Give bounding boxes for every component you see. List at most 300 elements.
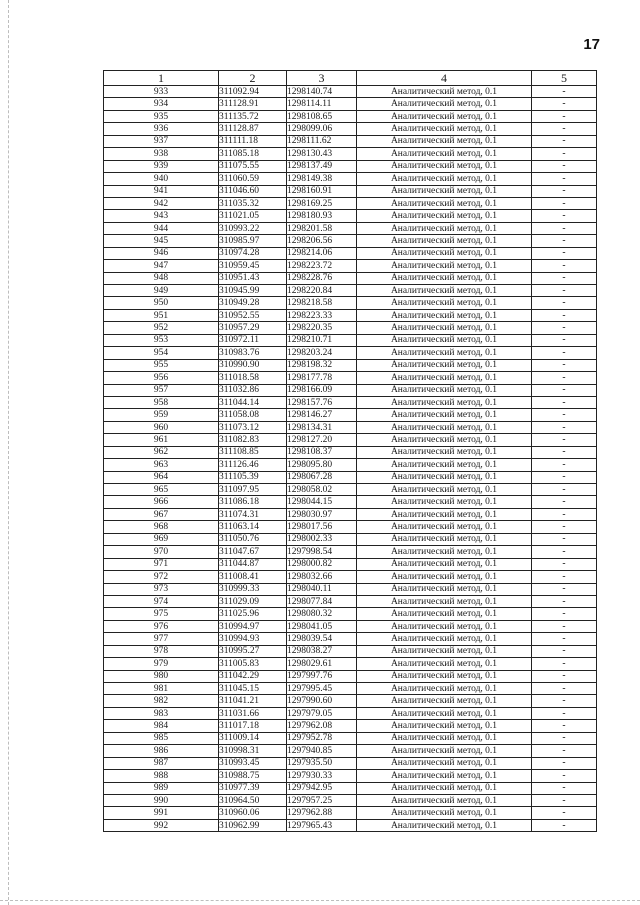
accuracy-cell: -: [532, 620, 597, 632]
accuracy-cell: -: [532, 757, 597, 769]
y-coordinate-cell: 1298146.27: [287, 409, 357, 421]
y-coordinate-cell: 1298058.02: [287, 484, 357, 496]
x-coordinate-cell: 311092.94: [219, 86, 287, 98]
point-number-cell: 974: [104, 595, 219, 607]
y-coordinate-cell: 1297995.45: [287, 683, 357, 695]
x-coordinate-cell: 310998.31: [219, 745, 287, 757]
x-coordinate-cell: 310957.29: [219, 322, 287, 334]
method-cell: Аналитический метод, 0.1: [357, 707, 532, 719]
y-coordinate-cell: 1297990.60: [287, 695, 357, 707]
table-row: [104, 496, 597, 508]
x-coordinate-cell: 311060.59: [219, 173, 287, 185]
point-number-cell: 936: [104, 123, 219, 135]
method-cell: Аналитический метод, 0.1: [357, 459, 532, 471]
x-coordinate-cell: 310952.55: [219, 309, 287, 321]
point-number-cell: 958: [104, 396, 219, 408]
y-coordinate-cell: 1297962.08: [287, 720, 357, 732]
point-number-cell: 954: [104, 347, 219, 359]
method-cell: Аналитический метод, 0.1: [357, 683, 532, 695]
accuracy-cell: -: [532, 285, 597, 297]
accuracy-cell: -: [532, 670, 597, 682]
y-coordinate-cell: 1298206.56: [287, 235, 357, 247]
y-coordinate-cell: 1298000.82: [287, 558, 357, 570]
accuracy-cell: -: [532, 334, 597, 346]
table-row: [104, 745, 597, 757]
x-coordinate-cell: 310959.45: [219, 260, 287, 272]
y-coordinate-cell: 1298198.32: [287, 359, 357, 371]
accuracy-cell: -: [532, 583, 597, 595]
y-coordinate-cell: 1298077.84: [287, 595, 357, 607]
point-number-cell: 970: [104, 546, 219, 558]
point-number-cell: 986: [104, 745, 219, 757]
x-coordinate-cell: 311082.83: [219, 434, 287, 446]
point-number-cell: 943: [104, 210, 219, 222]
accuracy-cell: -: [532, 720, 597, 732]
accuracy-cell: -: [532, 347, 597, 359]
accuracy-cell: -: [532, 633, 597, 645]
table-row: [104, 446, 597, 458]
x-coordinate-cell: 311086.18: [219, 496, 287, 508]
table-row: [104, 471, 597, 483]
accuracy-cell: -: [532, 173, 597, 185]
point-number-cell: 985: [104, 732, 219, 744]
table-body: [104, 86, 597, 832]
y-coordinate-cell: 1298041.05: [287, 620, 357, 632]
table-row: [104, 384, 597, 396]
y-coordinate-cell: 1298127.20: [287, 434, 357, 446]
point-number-cell: 969: [104, 533, 219, 545]
method-cell: Аналитический метод, 0.1: [357, 173, 532, 185]
table-row: [104, 247, 597, 259]
y-coordinate-cell: 1298002.33: [287, 533, 357, 545]
method-cell: Аналитический метод, 0.1: [357, 807, 532, 819]
accuracy-cell: -: [532, 745, 597, 757]
accuracy-cell: -: [532, 782, 597, 794]
method-cell: Аналитический метод, 0.1: [357, 434, 532, 446]
accuracy-cell: -: [532, 135, 597, 147]
table-row: [104, 334, 597, 346]
table-row: [104, 695, 597, 707]
accuracy-cell: -: [532, 309, 597, 321]
y-coordinate-cell: 1298108.37: [287, 446, 357, 458]
method-cell: Аналитический метод, 0.1: [357, 110, 532, 122]
y-coordinate-cell: 1298111.62: [287, 135, 357, 147]
x-coordinate-cell: 311097.95: [219, 484, 287, 496]
accuracy-cell: -: [532, 484, 597, 496]
method-cell: Аналитический метод, 0.1: [357, 148, 532, 160]
point-number-cell: 965: [104, 484, 219, 496]
table-row: [104, 807, 597, 819]
table-row: [104, 583, 597, 595]
method-cell: Аналитический метод, 0.1: [357, 86, 532, 98]
method-cell: Аналитический метод, 0.1: [357, 533, 532, 545]
x-coordinate-cell: 311031.66: [219, 707, 287, 719]
x-coordinate-cell: 311017.18: [219, 720, 287, 732]
header-col-3: 3: [287, 71, 357, 86]
point-number-cell: 952: [104, 322, 219, 334]
accuracy-cell: -: [532, 707, 597, 719]
y-coordinate-cell: 1297957.25: [287, 794, 357, 806]
method-cell: Аналитический метод, 0.1: [357, 645, 532, 657]
y-coordinate-cell: 1298039.54: [287, 633, 357, 645]
table-row: [104, 185, 597, 197]
header-col-1: 1: [104, 71, 219, 86]
y-coordinate-cell: 1297962.88: [287, 807, 357, 819]
method-cell: Аналитический метод, 0.1: [357, 595, 532, 607]
x-coordinate-cell: 311073.12: [219, 421, 287, 433]
y-coordinate-cell: 1298044.15: [287, 496, 357, 508]
accuracy-cell: -: [532, 571, 597, 583]
table-row: [104, 235, 597, 247]
point-number-cell: 981: [104, 683, 219, 695]
accuracy-cell: -: [532, 372, 597, 384]
table-row: [104, 98, 597, 110]
accuracy-cell: -: [532, 222, 597, 234]
point-number-cell: 934: [104, 98, 219, 110]
accuracy-cell: -: [532, 359, 597, 371]
method-cell: Аналитический метод, 0.1: [357, 620, 532, 632]
x-coordinate-cell: 310990.90: [219, 359, 287, 371]
y-coordinate-cell: 1298223.33: [287, 309, 357, 321]
y-coordinate-cell: 1298099.06: [287, 123, 357, 135]
point-number-cell: 975: [104, 608, 219, 620]
point-number-cell: 949: [104, 285, 219, 297]
x-coordinate-cell: 311008.41: [219, 571, 287, 583]
method-cell: Аналитический метод, 0.1: [357, 484, 532, 496]
table-row: [104, 571, 597, 583]
method-cell: Аналитический метод, 0.1: [357, 819, 532, 831]
method-cell: Аналитический метод, 0.1: [357, 222, 532, 234]
method-cell: Аналитический метод, 0.1: [357, 546, 532, 558]
accuracy-cell: -: [532, 683, 597, 695]
x-coordinate-cell: 310962.99: [219, 819, 287, 831]
point-number-cell: 987: [104, 757, 219, 769]
x-coordinate-cell: 310993.22: [219, 222, 287, 234]
accuracy-cell: -: [532, 185, 597, 197]
point-number-cell: 941: [104, 185, 219, 197]
table-row: [104, 459, 597, 471]
table-row: [104, 757, 597, 769]
table-row: [104, 508, 597, 520]
point-number-cell: 980: [104, 670, 219, 682]
y-coordinate-cell: 1297935.50: [287, 757, 357, 769]
accuracy-cell: -: [532, 595, 597, 607]
point-number-cell: 977: [104, 633, 219, 645]
y-coordinate-cell: 1298095.80: [287, 459, 357, 471]
y-coordinate-cell: 1297942.95: [287, 782, 357, 794]
method-cell: Аналитический метод, 0.1: [357, 396, 532, 408]
y-coordinate-cell: 1297979.05: [287, 707, 357, 719]
accuracy-cell: -: [532, 819, 597, 831]
accuracy-cell: -: [532, 658, 597, 670]
table-row: [104, 173, 597, 185]
point-number-cell: 991: [104, 807, 219, 819]
accuracy-cell: -: [532, 86, 597, 98]
table-row: [104, 210, 597, 222]
method-cell: Аналитический метод, 0.1: [357, 334, 532, 346]
table-row: [104, 533, 597, 545]
table-header-row: [104, 71, 597, 86]
accuracy-cell: -: [532, 160, 597, 172]
x-coordinate-cell: 311050.76: [219, 533, 287, 545]
method-cell: Аналитический метод, 0.1: [357, 496, 532, 508]
method-cell: Аналитический метод, 0.1: [357, 135, 532, 147]
method-cell: Аналитический метод, 0.1: [357, 608, 532, 620]
method-cell: Аналитический метод, 0.1: [357, 309, 532, 321]
table-row: [104, 135, 597, 147]
x-coordinate-cell: 311009.14: [219, 732, 287, 744]
accuracy-cell: -: [532, 260, 597, 272]
point-number-cell: 966: [104, 496, 219, 508]
method-cell: Аналитический метод, 0.1: [357, 745, 532, 757]
y-coordinate-cell: 1298169.25: [287, 197, 357, 209]
table-row: [104, 347, 597, 359]
accuracy-cell: -: [532, 434, 597, 446]
y-coordinate-cell: 1298220.35: [287, 322, 357, 334]
point-number-cell: 984: [104, 720, 219, 732]
table-row: [104, 372, 597, 384]
point-number-cell: 946: [104, 247, 219, 259]
table-row: [104, 670, 597, 682]
method-cell: Аналитический метод, 0.1: [357, 297, 532, 309]
x-coordinate-cell: 310964.50: [219, 794, 287, 806]
table-row: [104, 409, 597, 421]
accuracy-cell: -: [532, 148, 597, 160]
method-cell: Аналитический метод, 0.1: [357, 197, 532, 209]
page-number: 17: [583, 36, 600, 53]
table-row: [104, 484, 597, 496]
method-cell: Аналитический метод, 0.1: [357, 521, 532, 533]
table-row: [104, 434, 597, 446]
y-coordinate-cell: 1298228.76: [287, 272, 357, 284]
x-coordinate-cell: 311032.86: [219, 384, 287, 396]
table-row: [104, 720, 597, 732]
point-number-cell: 937: [104, 135, 219, 147]
scan-bottom-edge: [0, 900, 640, 902]
point-number-cell: 973: [104, 583, 219, 595]
point-number-cell: 989: [104, 782, 219, 794]
accuracy-cell: -: [532, 409, 597, 421]
table-row: [104, 285, 597, 297]
header-col-4: 4: [357, 71, 532, 86]
x-coordinate-cell: 311021.05: [219, 210, 287, 222]
accuracy-cell: -: [532, 272, 597, 284]
table-row: [104, 148, 597, 160]
point-number-cell: 939: [104, 160, 219, 172]
x-coordinate-cell: 310945.99: [219, 285, 287, 297]
method-cell: Аналитический метод, 0.1: [357, 235, 532, 247]
table-row: [104, 608, 597, 620]
y-coordinate-cell: 1298223.72: [287, 260, 357, 272]
x-coordinate-cell: 311029.09: [219, 595, 287, 607]
accuracy-cell: -: [532, 247, 597, 259]
accuracy-cell: -: [532, 110, 597, 122]
x-coordinate-cell: 311035.32: [219, 197, 287, 209]
x-coordinate-cell: 310983.76: [219, 347, 287, 359]
y-coordinate-cell: 1298067.28: [287, 471, 357, 483]
table-row: [104, 633, 597, 645]
method-cell: Аналитический метод, 0.1: [357, 782, 532, 794]
y-coordinate-cell: 1298029.61: [287, 658, 357, 670]
method-cell: Аналитический метод, 0.1: [357, 372, 532, 384]
table-row: [104, 546, 597, 558]
x-coordinate-cell: 311041.21: [219, 695, 287, 707]
method-cell: Аналитический метод, 0.1: [357, 720, 532, 732]
header-col-2: 2: [219, 71, 287, 86]
y-coordinate-cell: 1297952.78: [287, 732, 357, 744]
accuracy-cell: -: [532, 496, 597, 508]
point-number-cell: 951: [104, 309, 219, 321]
point-number-cell: 983: [104, 707, 219, 719]
y-coordinate-cell: 1297940.85: [287, 745, 357, 757]
accuracy-cell: -: [532, 197, 597, 209]
accuracy-cell: -: [532, 608, 597, 620]
accuracy-cell: -: [532, 98, 597, 110]
table-row: [104, 645, 597, 657]
table-row: [104, 297, 597, 309]
y-coordinate-cell: 1298149.38: [287, 173, 357, 185]
method-cell: Аналитический метод, 0.1: [357, 794, 532, 806]
table-row: [104, 595, 597, 607]
y-coordinate-cell: 1298157.76: [287, 396, 357, 408]
y-coordinate-cell: 1298220.84: [287, 285, 357, 297]
point-number-cell: 964: [104, 471, 219, 483]
table-row: [104, 123, 597, 135]
accuracy-cell: -: [532, 521, 597, 533]
point-number-cell: 971: [104, 558, 219, 570]
table-row: [104, 558, 597, 570]
y-coordinate-cell: 1298032.66: [287, 571, 357, 583]
x-coordinate-cell: 310995.27: [219, 645, 287, 657]
table-row: [104, 197, 597, 209]
method-cell: Аналитический метод, 0.1: [357, 670, 532, 682]
y-coordinate-cell: 1298140.74: [287, 86, 357, 98]
method-cell: Аналитический метод, 0.1: [357, 247, 532, 259]
accuracy-cell: -: [532, 471, 597, 483]
method-cell: Аналитический метод, 0.1: [357, 384, 532, 396]
y-coordinate-cell: 1298038.27: [287, 645, 357, 657]
table-row: [104, 794, 597, 806]
y-coordinate-cell: 1298130.43: [287, 148, 357, 160]
method-cell: Аналитический метод, 0.1: [357, 583, 532, 595]
x-coordinate-cell: 311025.96: [219, 608, 287, 620]
accuracy-cell: -: [532, 508, 597, 520]
method-cell: Аналитический метод, 0.1: [357, 446, 532, 458]
method-cell: Аналитический метод, 0.1: [357, 210, 532, 222]
method-cell: Аналитический метод, 0.1: [357, 633, 532, 645]
method-cell: Аналитический метод, 0.1: [357, 508, 532, 520]
table-row: [104, 770, 597, 782]
y-coordinate-cell: 1298108.65: [287, 110, 357, 122]
point-number-cell: 978: [104, 645, 219, 657]
scan-left-edge: [8, 0, 10, 905]
table-row: [104, 322, 597, 334]
x-coordinate-cell: 310994.97: [219, 620, 287, 632]
method-cell: Аналитический метод, 0.1: [357, 160, 532, 172]
accuracy-cell: -: [532, 695, 597, 707]
accuracy-cell: -: [532, 770, 597, 782]
table-row: [104, 421, 597, 433]
x-coordinate-cell: 310974.28: [219, 247, 287, 259]
x-coordinate-cell: 311126.46: [219, 459, 287, 471]
accuracy-cell: -: [532, 210, 597, 222]
method-cell: Аналитический метод, 0.1: [357, 185, 532, 197]
table-row: [104, 658, 597, 670]
table-row: [104, 222, 597, 234]
point-number-cell: 957: [104, 384, 219, 396]
y-coordinate-cell: 1298160.91: [287, 185, 357, 197]
point-number-cell: 962: [104, 446, 219, 458]
table-row: [104, 359, 597, 371]
method-cell: Аналитический метод, 0.1: [357, 260, 532, 272]
x-coordinate-cell: 311075.55: [219, 160, 287, 172]
point-number-cell: 950: [104, 297, 219, 309]
point-number-cell: 990: [104, 794, 219, 806]
method-cell: Аналитический метод, 0.1: [357, 98, 532, 110]
x-coordinate-cell: 311044.14: [219, 396, 287, 408]
table-row: [104, 309, 597, 321]
y-coordinate-cell: 1298218.58: [287, 297, 357, 309]
x-coordinate-cell: 311005.83: [219, 658, 287, 670]
method-cell: Аналитический метод, 0.1: [357, 757, 532, 769]
point-number-cell: 944: [104, 222, 219, 234]
point-number-cell: 940: [104, 173, 219, 185]
x-coordinate-cell: 311044.87: [219, 558, 287, 570]
x-coordinate-cell: 311111.18: [219, 135, 287, 147]
x-coordinate-cell: 310960.06: [219, 807, 287, 819]
header-col-5: 5: [532, 71, 597, 86]
point-number-cell: 960: [104, 421, 219, 433]
method-cell: Аналитический метод, 0.1: [357, 471, 532, 483]
point-number-cell: 948: [104, 272, 219, 284]
method-cell: Аналитический метод, 0.1: [357, 658, 532, 670]
accuracy-cell: -: [532, 533, 597, 545]
y-coordinate-cell: 1297965.43: [287, 819, 357, 831]
method-cell: Аналитический метод, 0.1: [357, 409, 532, 421]
x-coordinate-cell: 310993.45: [219, 757, 287, 769]
x-coordinate-cell: 310985.97: [219, 235, 287, 247]
y-coordinate-cell: 1298114.11: [287, 98, 357, 110]
table-row: [104, 707, 597, 719]
point-number-cell: 947: [104, 260, 219, 272]
table-row: [104, 782, 597, 794]
point-number-cell: 956: [104, 372, 219, 384]
x-coordinate-cell: 311042.29: [219, 670, 287, 682]
accuracy-cell: -: [532, 421, 597, 433]
x-coordinate-cell: 311085.18: [219, 148, 287, 160]
accuracy-cell: -: [532, 807, 597, 819]
accuracy-cell: -: [532, 558, 597, 570]
x-coordinate-cell: 310994.93: [219, 633, 287, 645]
table-row: [104, 396, 597, 408]
method-cell: Аналитический метод, 0.1: [357, 123, 532, 135]
table-row: [104, 732, 597, 744]
point-number-cell: 953: [104, 334, 219, 346]
point-number-cell: 938: [104, 148, 219, 160]
x-coordinate-cell: 311108.85: [219, 446, 287, 458]
method-cell: Аналитический метод, 0.1: [357, 558, 532, 570]
y-coordinate-cell: 1298030.97: [287, 508, 357, 520]
coordinates-table: [103, 70, 597, 832]
accuracy-cell: -: [532, 446, 597, 458]
y-coordinate-cell: 1298040.11: [287, 583, 357, 595]
point-number-cell: 988: [104, 770, 219, 782]
point-number-cell: 992: [104, 819, 219, 831]
method-cell: Аналитический метод, 0.1: [357, 272, 532, 284]
x-coordinate-cell: 311135.72: [219, 110, 287, 122]
point-number-cell: 967: [104, 508, 219, 520]
table-row: [104, 110, 597, 122]
